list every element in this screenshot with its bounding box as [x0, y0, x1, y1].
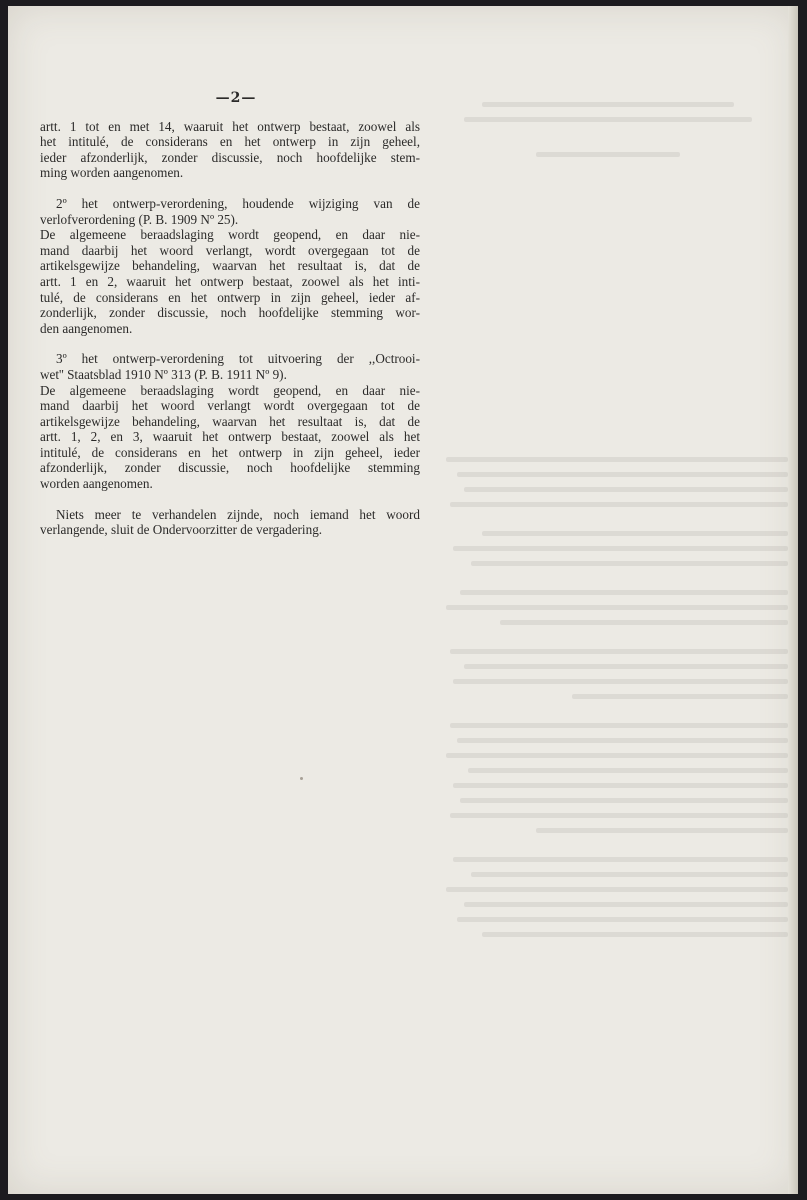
text-line: den aangenomen.	[40, 320, 133, 336]
text-line: mand daarbij het woord verlangt, wordt overgegaan tot de	[40, 242, 420, 258]
text-line: artt. 1, 2, en 3, waaruit het ontwerp bestaat, zoowel als het	[40, 429, 420, 445]
text-line: artt. 1 tot en met 14, waaruit het ontwerp bestaat, zoowel als	[40, 118, 420, 134]
text-line: artikelsgewijze behandeling, waarvan het resultaat is, dat de	[40, 413, 420, 429]
text-line: ieder afzonderlijk, zonder discussie, noch hoofdelijke stem-	[40, 149, 420, 165]
text-line: verlofverordening (P. B. 1909 Nº 25).	[40, 211, 239, 227]
text-line: De algemeene beraadslaging wordt geopend, en daar nie-	[40, 227, 420, 243]
paragraph-2-heading	[40, 196, 420, 227]
paragraph-1	[40, 119, 420, 181]
text-line: intitulé, de considerans en het ontwerp in zijn geheel, ieder	[40, 444, 420, 460]
text-line: worden aangenomen.	[40, 476, 153, 492]
text-line: 3º het ontwerp-verordening tot uitvoering der ,,Octrooi-	[56, 351, 420, 367]
paper-speck	[300, 777, 303, 780]
text-line: Niets meer te verhandelen zijnde, noch iemand het woord	[56, 506, 420, 522]
text-line: artt. 1 en 2, waaruit het ontwerp bestaat, zoowel als het inti-	[40, 273, 420, 289]
document-body	[40, 91, 420, 553]
paragraph-2-body	[40, 227, 420, 336]
bleed-through-artifact	[428, 66, 788, 1066]
text-line: tulé, de considerans en het ontwerp in zijn geheel, ieder af-	[40, 289, 420, 305]
document-page	[8, 6, 798, 1194]
text-line: artikelsgewijze behandeling, waarvan het resultaat is, dat de	[40, 258, 420, 274]
text-line: ming worden aangenomen.	[40, 165, 184, 181]
text-line: De algemeene beraadslaging wordt geopend, en daar nie-	[40, 382, 420, 398]
text-line: mand daarbij het woord verlangt wordt overgegaan tot de	[40, 398, 420, 414]
text-line: wet'' Staatsblad 1910 Nº 313 (P. B. 1911 Nº 9).	[40, 366, 287, 382]
text-line: 2º het ontwerp-verordening, houdende wijziging van de	[56, 195, 420, 211]
text-line: zonderlijk, zonder discussie, noch hoofdelijke stemming wor-	[40, 305, 420, 321]
text-line: het intitulé, de considerans en het ontwerp in zijn geheel,	[40, 134, 420, 150]
paragraph-4	[40, 507, 420, 538]
paragraph-3-heading	[40, 351, 420, 382]
page-edge	[788, 6, 798, 1194]
text-line: verlangende, sluit de Ondervoorzitter de vergadering.	[40, 522, 323, 538]
text-line: afzonderlijk, zonder discussie, noch hoofdelijke stemming	[40, 460, 420, 476]
paragraph-3-body	[40, 383, 420, 492]
page-number: —2—	[215, 90, 257, 106]
